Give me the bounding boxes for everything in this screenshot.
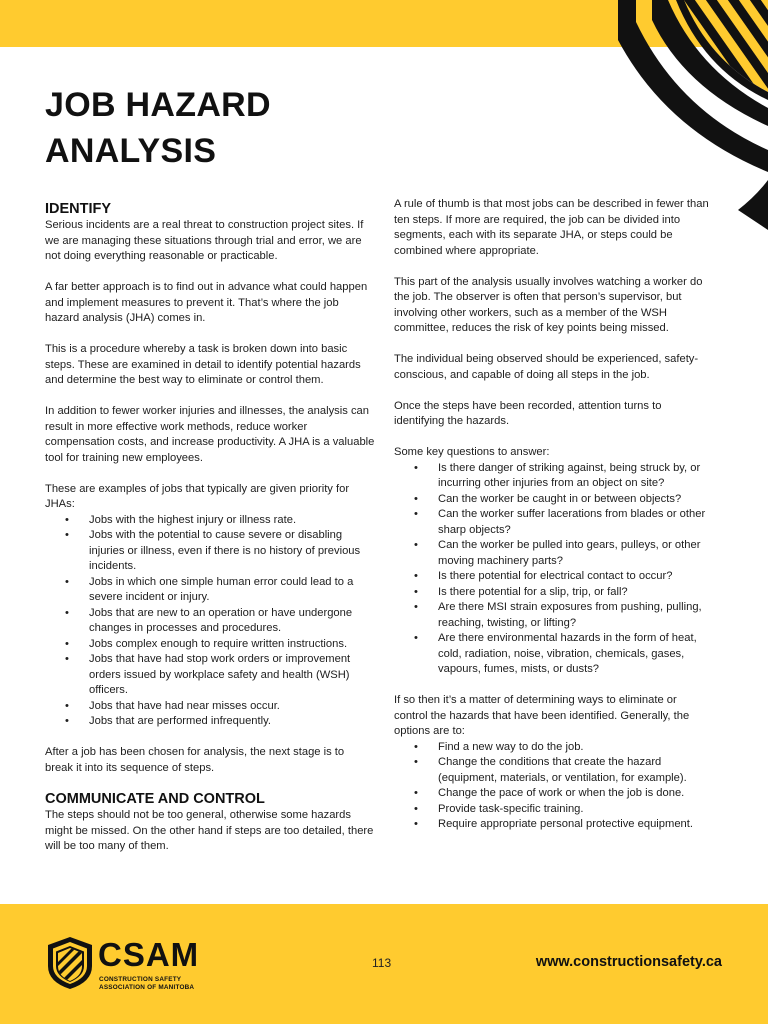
key-questions-intro: Some key questions to answer:	[394, 446, 550, 458]
list-item: • Are there environmental hazards in the form of heat, cold, radiation, noise, vibration, chemicals, gases, vapours, fumes, mists, or dusts?	[394, 631, 712, 678]
website-link[interactable]: www.constructionsafety.ca	[535, 954, 722, 970]
page-title	[45, 82, 375, 174]
list-item: • Is there potential for electrical contact to occur?	[394, 569, 712, 585]
list-item: • Are there MSI strain exposures from pushing, pulling, reaching, twisting, or lifting?	[394, 600, 712, 631]
list-item: • Can the worker suffer lacerations from blades or other sharp objects?	[394, 507, 712, 538]
brand-subtitle-line-1: CONSTRUCTION SAFETY	[99, 976, 182, 983]
list-item: • Change the conditions that create the hazard (equipment, materials, or ventilation, for example).	[394, 755, 712, 786]
identify-paragraph-3: This is a procedure whereby a task is broken down into basic steps. These are examined in detail to identify potential hazards and determine the best way to eliminate or control them.	[45, 343, 361, 386]
brand-subtitle-line-2: ASSOCIATION OF MANITOBA	[99, 984, 195, 991]
list-item: • Can the worker be caught in or between objects?	[394, 492, 712, 508]
list-item: • Can the worker be pulled into gears, pulleys, or other moving machinery parts?	[394, 538, 712, 569]
identify-paragraph-1: Serious incidents are a real threat to construction project sites. If we are managing these situations through trial and error, we are not doing everything reasonable or practicable.	[45, 219, 364, 262]
title-line-2: ANALYSIS	[45, 132, 217, 170]
list-item: • Is there danger of striking against, being struck by, or incurring other injuries from an object on site?	[394, 461, 712, 492]
hazard-stripes-corner-icon	[618, 0, 768, 230]
priority-jobs-list	[45, 513, 375, 730]
right-paragraph-2: This part of the analysis usually involves watching a worker do the job. The observer is often that person’s supervisor, but involving other workers, such as a member of the WSH committee, reduces the risk of key points being missed.	[394, 275, 703, 334]
list-item: • Provide task-specific training.	[394, 802, 712, 818]
identify-heading: IDENTIFY	[45, 201, 112, 217]
right-paragraph-1: A rule of thumb is that most jobs can be described in fewer than ten steps. If more are required, the job can be divided into segments, each with its separate JHA, or steps could be combined where appropriate.	[394, 198, 709, 257]
list-item: • Jobs with the highest injury or illness rate.	[45, 513, 375, 529]
list-item: • Is there potential for a slip, trip, or fall?	[394, 585, 712, 601]
list-item: • Jobs complex enough to require written instructions.	[45, 637, 375, 653]
key-questions-list	[394, 461, 712, 678]
list-item: • Jobs that have had stop work orders or improvement orders issued by workplace safety and health (WSH) officers.	[45, 652, 375, 699]
list-item: • Jobs that have had near misses occur.	[45, 699, 375, 715]
right-column	[394, 197, 712, 848]
left-column	[45, 200, 375, 855]
list-item: • Change the pace of work or when the job is done.	[394, 786, 712, 802]
communicate-heading: COMMUNICATE AND CONTROL	[45, 791, 265, 807]
options-intro: If so then it’s a matter of determining ways to eliminate or control the hazards that have been identified. Generally, the options are to:	[394, 694, 690, 737]
brand-name: CSAM	[98, 936, 200, 973]
list-item: • Find a new way to do the job.	[394, 740, 712, 756]
list-item: • Jobs that are new to an operation or have undergone changes in processes and procedures.	[45, 606, 375, 637]
priority-intro: These are examples of jobs that typically are given priority for JHAs:	[45, 482, 350, 510]
identify-paragraph-2: A far better approach is to find out in advance what could happen and implement measures to prevent it. That’s where the job hazard analysis (JHA) comes in.	[45, 281, 368, 324]
right-paragraph-3: The individual being observed should be experienced, safety-conscious, and capable of doing all steps in the job.	[394, 353, 699, 381]
identify-paragraph-4: In addition to fewer worker injuries and illnesses, the analysis can result in more effective work methods, reduce worker compensation costs, and increase productivity. A JHA is a valuable tool for training new employees.	[45, 405, 375, 464]
page-number: 113	[372, 956, 392, 970]
list-item: • Require appropriate personal protective equipment.	[394, 817, 712, 833]
shield-stripes-icon	[46, 936, 94, 990]
next-stage-paragraph: After a job has been chosen for analysis, the next stage is to break it into its sequence of steps.	[45, 746, 345, 774]
communicate-paragraph: The steps should not be too general, otherwise some hazards might be missed. On the other hand if steps are too detailed, there will be too many of them.	[45, 809, 374, 852]
list-item: • Jobs that are performed infrequently.	[45, 714, 375, 730]
list-item: • Jobs with the potential to cause severe or disabling injuries or illness, even if there is no history of previous incidents.	[45, 528, 375, 575]
title-line-1: JOB HAZARD	[45, 86, 271, 124]
right-paragraph-4: Once the steps have been recorded, attention turns to identifying the hazards.	[394, 399, 662, 427]
list-item: • Jobs in which one simple human error could lead to a severe incident or injury.	[45, 575, 375, 606]
options-list	[394, 740, 712, 833]
